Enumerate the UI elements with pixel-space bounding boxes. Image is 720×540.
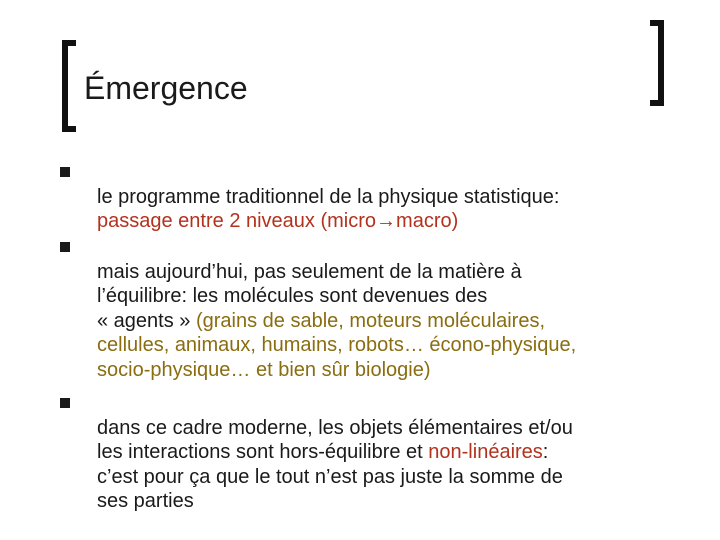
bullet-marker <box>60 242 70 252</box>
text-segment-olive: (grains de sable, moteurs moléculaires, cellules, animaux, humains, robots… écono-physique, socio-physique… et bien sûr biologie) <box>97 309 577 381</box>
text-segment: le programme traditionnel de la physique statistique: <box>97 185 560 208</box>
bullet-marker <box>60 398 70 408</box>
bullet-text <box>97 160 677 234</box>
left-bracket-decoration <box>62 40 76 132</box>
bullet-marker <box>60 167 70 177</box>
right-bracket-decoration <box>650 20 664 106</box>
text-segment: mais aujourd’hui, pas seulement de la matière à l’équilibre: les molécules sont devenues des « agents » <box>97 260 522 332</box>
bullet-text <box>97 235 677 382</box>
text-segment-red: passage entre 2 niveaux (micro→macro) <box>97 210 459 232</box>
text-segment-red: non-linéaires <box>428 441 543 463</box>
text-segment: : c’est pour ça que le tout n’est pas juste la somme de ses parties <box>97 441 563 512</box>
bullet-text <box>97 391 677 514</box>
text-segment: dans ce cadre moderne, les objets élémentaires et/ou les interactions sont hors-équilibre et <box>97 416 573 463</box>
slide-title: Émergence <box>84 70 248 106</box>
